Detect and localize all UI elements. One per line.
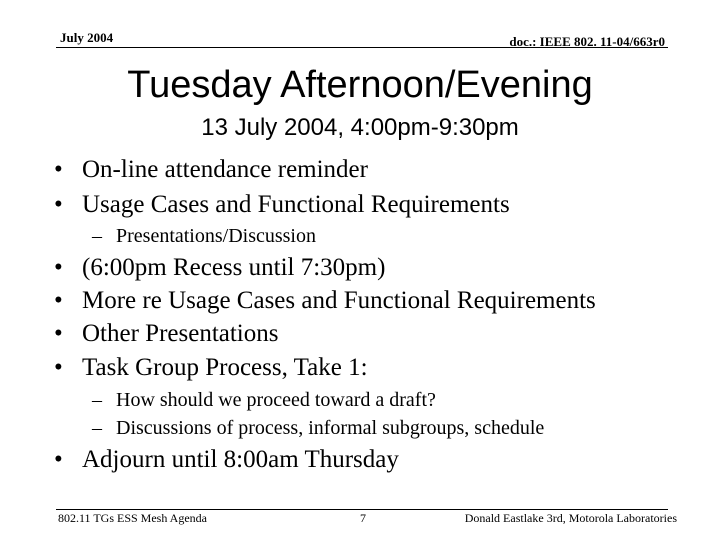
bullet-item (54, 191, 510, 219)
bullet-marker: • (54, 320, 63, 347)
slide-title: Tuesday Afternoon/Evening (127, 64, 593, 106)
bullet-item (54, 287, 596, 315)
header-doc-id: doc.: IEEE 802. 11-04/663r0 (509, 34, 665, 49)
footer-divider (56, 509, 668, 510)
bullet-item (54, 254, 385, 282)
bullet-text: Other Presentations (82, 320, 279, 347)
bullet-marker: • (54, 191, 63, 218)
bullet-item (54, 354, 368, 382)
bullet-marker: • (54, 254, 63, 281)
sub-bullet-marker: – (92, 225, 102, 247)
header-divider (56, 47, 668, 48)
bullet-text: More re Usage Cases and Functional Requirements (82, 287, 596, 314)
bullet-item (54, 446, 399, 474)
sub-bullet-item (92, 225, 316, 248)
sub-bullet-item (92, 417, 544, 440)
header-date: July 2004 (60, 30, 114, 45)
sub-bullet-item (92, 389, 436, 412)
bullet-item (54, 156, 368, 184)
bullet-text: Task Group Process, Take 1: (82, 354, 368, 381)
bullet-text: Usage Cases and Functional Requirements (82, 191, 510, 218)
footer-title: 802.11 TGs ESS Mesh Agenda (58, 511, 208, 525)
sub-bullet-text: How should we proceed toward a draft? (116, 389, 436, 411)
sub-bullet-text: Discussions of process, informal subgroups, schedule (116, 417, 545, 439)
bullet-marker: • (54, 156, 63, 183)
bullet-text: Adjourn until 8:00am Thursday (82, 446, 399, 473)
sub-bullet-marker: – (92, 417, 102, 439)
bullet-text: (6:00pm Recess until 7:30pm) (82, 254, 386, 281)
bullet-text: On-line attendance reminder (82, 156, 368, 183)
bullet-item (54, 320, 278, 348)
bullet-marker: • (54, 287, 63, 314)
page-number: 7 (360, 511, 366, 525)
footer-author: Donald Eastlake 3rd, Motorola Laboratories (464, 511, 677, 525)
slide-subtitle: 13 July 2004, 4:00pm-9:30pm (201, 114, 519, 141)
bullet-marker: • (54, 354, 63, 381)
sub-bullet-text: Presentations/Discussion (116, 225, 316, 247)
sub-bullet-marker: – (92, 389, 102, 411)
bullet-marker: • (54, 446, 63, 473)
